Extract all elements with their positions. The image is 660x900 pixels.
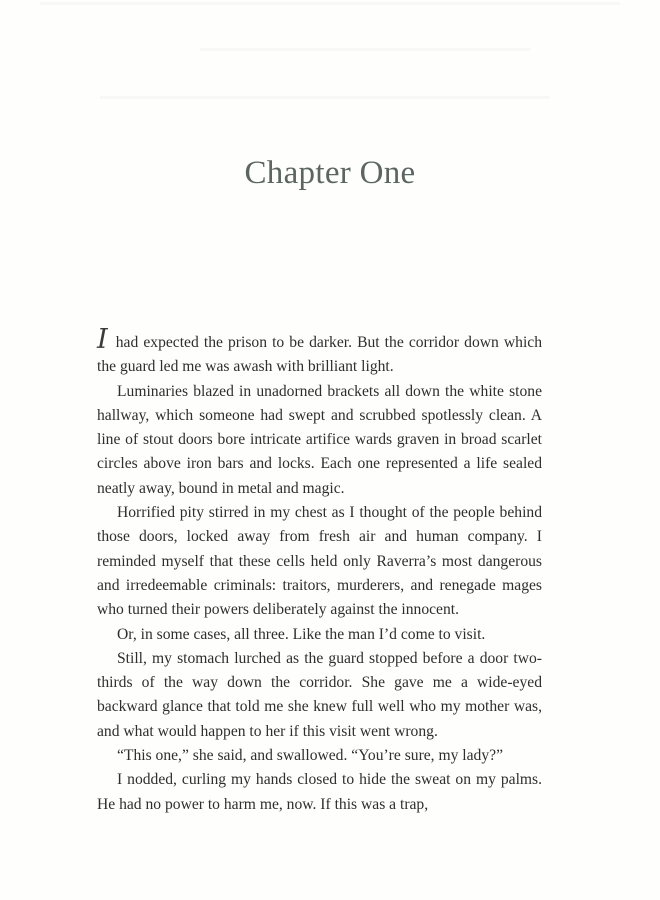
paragraph: “This one,” she said, and swallowed. “You’re sure, my lady?” xyxy=(117,747,503,765)
scan-artifact xyxy=(40,2,620,5)
paragraph: Luminaries blazed in unadorned brackets all down the white stone hallway, which someone had swept and scrubbed spotlessly clean. A line of stout doors bore intricate artifice wards graven in broad scarlet circles above iron bars and locks. Each one represented a life sealed neatly away, bound in metal and magic. xyxy=(97,382,542,497)
paragraph-text: had expected the prison to be darker. But the corridor down which the guard led me was awash with brilliant light. xyxy=(97,334,542,376)
paragraph: Horrified pity stirred in my chest as I thought of the people behind those doors, locked away from fresh air and human company. I reminded myself that these cells held only Raverra’s most dangerous and irredeemable criminals: traitors, murderers, and renegade mages who turned their powers deliberately against the innocent. xyxy=(97,504,542,619)
chapter-body xyxy=(97,324,542,817)
drop-cap: I xyxy=(97,324,108,355)
paragraph xyxy=(97,324,542,380)
chapter-title: Chapter One xyxy=(244,155,416,191)
paragraph: Still, my stomach lurched as the guard stopped before a door two-thirds of the way down the corridor. She gave me a wide-eyed backward glance that told me she knew full well who my mother was, and what would happen to her if this visit went wrong. xyxy=(97,649,542,740)
paragraph: I nodded, curling my hands closed to hide the sweat on my palms. He had no power to harm me, now. If this was a trap, xyxy=(97,771,542,813)
scan-artifact xyxy=(100,96,550,99)
paragraph: Or, in some cases, all three. Like the man I’d come to visit. xyxy=(117,625,486,643)
scan-artifact xyxy=(200,48,530,51)
